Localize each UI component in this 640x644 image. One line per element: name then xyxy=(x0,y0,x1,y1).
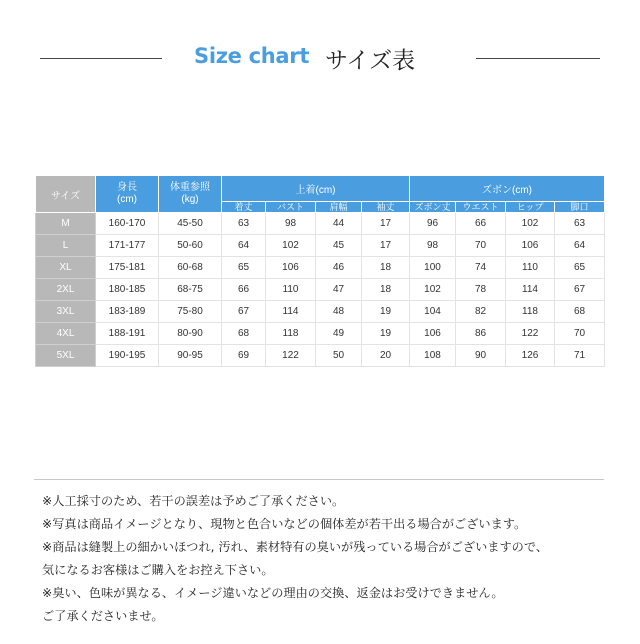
table-cell: 102 xyxy=(266,235,316,257)
table-cell: 49 xyxy=(316,323,362,345)
table-cell: 98 xyxy=(266,213,316,235)
table-cell: 19 xyxy=(362,301,410,323)
table-cell: 66 xyxy=(222,279,266,301)
note-line: ※臭い、色味が異なる、イメージ違いなどの理由の交換、返金はお受けできません。 xyxy=(42,586,504,600)
table-cell: 63 xyxy=(222,213,266,235)
page-header xyxy=(0,38,640,78)
table-cell: 100 xyxy=(410,257,456,279)
table-cell: 50-60 xyxy=(159,235,222,257)
table-cell: 74 xyxy=(456,257,506,279)
height-column-header xyxy=(96,176,159,213)
table-row xyxy=(36,213,605,235)
top-group-header: 上着(cm) xyxy=(222,176,410,202)
table-cell: 114 xyxy=(506,279,555,301)
note-line: ※商品は縫製上の細かいほつれ, 汚れ、素材特有の臭いが残っている場合がございますので、 xyxy=(42,540,548,554)
table-cell: 65 xyxy=(555,257,605,279)
table-cell: 110 xyxy=(506,257,555,279)
table-cell: 68 xyxy=(222,323,266,345)
table-cell: 104 xyxy=(410,301,456,323)
size-cell: 3XL xyxy=(36,301,96,323)
size-cell: 4XL xyxy=(36,323,96,345)
table-cell: 180-185 xyxy=(96,279,159,301)
shoulder-header: 肩幅 xyxy=(316,202,362,213)
size-cell: XL xyxy=(36,257,96,279)
table-cell: 190-195 xyxy=(96,345,159,367)
table-row xyxy=(36,301,605,323)
table-cell: 175-181 xyxy=(96,257,159,279)
header-rule-left xyxy=(40,58,162,59)
table-cell: 18 xyxy=(362,257,410,279)
notes-section xyxy=(34,479,604,628)
table-cell: 106 xyxy=(266,257,316,279)
size-cell: M xyxy=(36,213,96,235)
note-line: ※写真は商品イメージとなり、現物と色合いなどの個体差が若干出る場合がございます。 xyxy=(42,517,527,531)
size-cell: 5XL xyxy=(36,345,96,367)
table-cell: 110 xyxy=(266,279,316,301)
note-line: ご了承くださいませ。 xyxy=(42,609,164,623)
note-line: ※人工採寸のため、若干の誤差は予めご了承ください。 xyxy=(42,494,345,508)
table-cell: 90 xyxy=(456,345,506,367)
note-line: 気になるお客様はご購入をお控え下さい。 xyxy=(42,563,274,577)
table-cell: 118 xyxy=(506,301,555,323)
bust-header: バスト xyxy=(266,202,316,213)
height-unit: (cm) xyxy=(117,194,137,205)
table-cell: 67 xyxy=(555,279,605,301)
table-cell: 122 xyxy=(506,323,555,345)
table-cell: 96 xyxy=(410,213,456,235)
table-row xyxy=(36,323,605,345)
title-english: Size chart xyxy=(194,44,310,68)
size-table-body xyxy=(36,213,605,367)
table-cell: 45-50 xyxy=(159,213,222,235)
table-cell: 17 xyxy=(362,235,410,257)
leg-opening-header: 脚口 xyxy=(555,202,605,213)
size-column-header: サイズ xyxy=(36,176,96,213)
table-cell: 70 xyxy=(456,235,506,257)
table-cell: 50 xyxy=(316,345,362,367)
table-cell: 114 xyxy=(266,301,316,323)
table-cell: 98 xyxy=(410,235,456,257)
table-cell: 66 xyxy=(456,213,506,235)
table-cell: 64 xyxy=(222,235,266,257)
table-cell: 82 xyxy=(456,301,506,323)
size-chart-table xyxy=(35,175,605,367)
table-row xyxy=(36,257,605,279)
table-cell: 67 xyxy=(222,301,266,323)
hip-header: ヒップ xyxy=(506,202,555,213)
table-row xyxy=(36,279,605,301)
table-cell: 20 xyxy=(362,345,410,367)
table-cell: 106 xyxy=(506,235,555,257)
table-cell: 183-189 xyxy=(96,301,159,323)
table-row xyxy=(36,345,605,367)
table-cell: 69 xyxy=(222,345,266,367)
table-row xyxy=(36,235,605,257)
table-cell: 188-191 xyxy=(96,323,159,345)
size-cell: 2XL xyxy=(36,279,96,301)
table-cell: 64 xyxy=(555,235,605,257)
table-cell: 65 xyxy=(222,257,266,279)
table-cell: 68 xyxy=(555,301,605,323)
top-length-header: 着丈 xyxy=(222,202,266,213)
size-cell: L xyxy=(36,235,96,257)
table-cell: 63 xyxy=(555,213,605,235)
table-cell: 68-75 xyxy=(159,279,222,301)
waist-header: ウエスト xyxy=(456,202,506,213)
height-label: 身長 xyxy=(117,182,137,193)
table-cell: 17 xyxy=(362,213,410,235)
table-cell: 70 xyxy=(555,323,605,345)
weight-column-header xyxy=(159,176,222,213)
pants-length-header: ズボン丈 xyxy=(410,202,456,213)
table-cell: 86 xyxy=(456,323,506,345)
table-cell: 78 xyxy=(456,279,506,301)
table-cell: 90-95 xyxy=(159,345,222,367)
table-cell: 102 xyxy=(506,213,555,235)
title-japanese: サイズ表 xyxy=(325,48,416,74)
table-cell: 102 xyxy=(410,279,456,301)
table-cell: 118 xyxy=(266,323,316,345)
table-cell: 18 xyxy=(362,279,410,301)
sleeve-header: 袖丈 xyxy=(362,202,410,213)
page-title xyxy=(194,38,454,78)
table-cell: 160-170 xyxy=(96,213,159,235)
header-rule-right xyxy=(476,58,600,59)
bottom-group-header: ズボン(cm) xyxy=(410,176,605,202)
table-cell: 171-177 xyxy=(96,235,159,257)
weight-label: 体重参照 xyxy=(170,182,210,193)
weight-unit: (kg) xyxy=(181,194,199,205)
table-cell: 80-90 xyxy=(159,323,222,345)
table-cell: 71 xyxy=(555,345,605,367)
table-cell: 126 xyxy=(506,345,555,367)
table-cell: 48 xyxy=(316,301,362,323)
table-cell: 46 xyxy=(316,257,362,279)
table-cell: 45 xyxy=(316,235,362,257)
table-cell: 44 xyxy=(316,213,362,235)
table-cell: 106 xyxy=(410,323,456,345)
table-cell: 108 xyxy=(410,345,456,367)
table-cell: 60-68 xyxy=(159,257,222,279)
table-cell: 122 xyxy=(266,345,316,367)
table-cell: 19 xyxy=(362,323,410,345)
table-cell: 47 xyxy=(316,279,362,301)
table-cell: 75-80 xyxy=(159,301,222,323)
